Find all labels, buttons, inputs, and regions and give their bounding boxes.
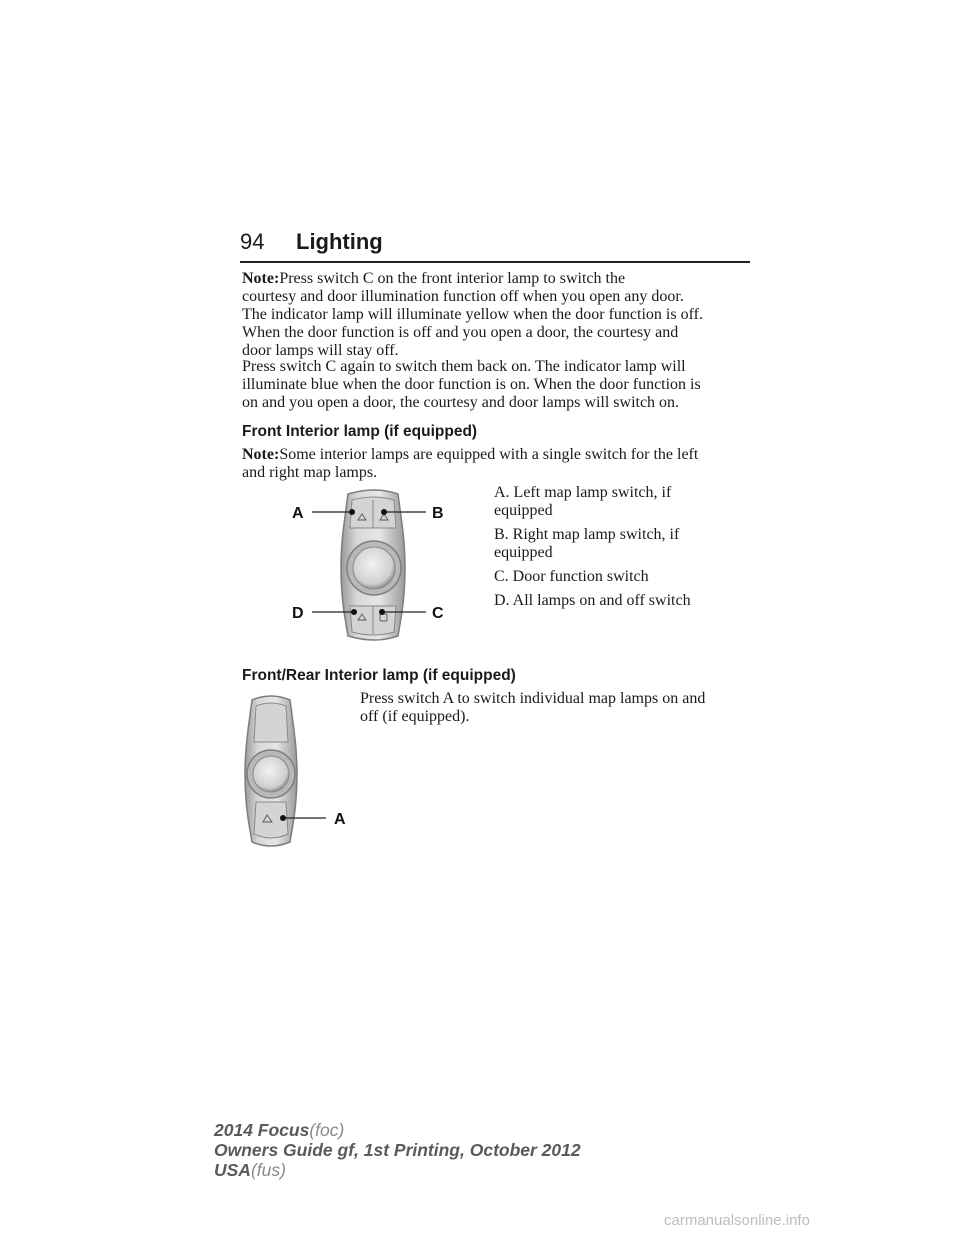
front-rear-lamp-heading: Front/Rear Interior lamp (if equipped) xyxy=(242,667,516,684)
front-interior-lamp-diagram xyxy=(286,488,456,644)
footer-region-code: (fus) xyxy=(250,1160,286,1180)
text-line: courtesy and door illumination function off when you open any door. xyxy=(242,288,684,305)
callout-c: C xyxy=(432,605,444,622)
legend-item-d: D. All lamps on and off switch xyxy=(494,592,691,609)
footer-model: 2014 Focus xyxy=(214,1120,310,1140)
page-number: 94 xyxy=(240,229,265,254)
text-line: on and you open a door, the courtesy and door lamps will switch on. xyxy=(242,394,680,411)
note-paragraph-1 xyxy=(242,270,748,360)
center-lamp-lens xyxy=(253,756,289,792)
text-line: When the door function is off and you open a door, the courtesy and xyxy=(242,324,679,341)
front-lamp-heading: Front Interior lamp (if equipped) xyxy=(242,423,478,440)
legend-item-c: C. Door function switch xyxy=(494,568,649,585)
center-lamp-lens xyxy=(353,547,395,589)
legend-item-b: B. Right map lamp switch, if equipped xyxy=(494,526,680,561)
section-title: Lighting xyxy=(296,229,383,254)
paragraph-2 xyxy=(242,358,748,412)
text-line: Press switch C on the front interior lamp to switch the xyxy=(279,270,626,287)
text-line: Press switch A to switch individual map lamps on and xyxy=(360,690,706,707)
callout-a: A xyxy=(292,505,304,522)
front-rear-interior-lamp-diagram xyxy=(236,694,356,850)
front-lamp-note xyxy=(242,446,748,482)
text-line: door lamps will stay off. xyxy=(242,342,399,359)
callout-d: D xyxy=(292,605,304,622)
text-line: and right map lamps. xyxy=(242,464,378,481)
page-header xyxy=(240,229,750,263)
text-line: illuminate blue when the door function is on. When the door function is xyxy=(242,376,701,393)
front-rear-lamp-text xyxy=(360,690,750,726)
top-lens-panel xyxy=(254,703,288,742)
document-footer xyxy=(214,1120,581,1180)
text-line: Some interior lamps are equipped with a single switch for the left xyxy=(279,446,699,463)
text-line: Press switch C again to switch them back on. The indicator lamp will xyxy=(242,358,686,375)
footer-model-code: (foc) xyxy=(309,1120,345,1140)
note-label: Note: xyxy=(242,270,280,287)
text-line: The indicator lamp will illuminate yellow when the door function is off. xyxy=(242,306,703,323)
watermark: carmanualsonline.info xyxy=(664,1212,810,1229)
front-lamp-legend xyxy=(494,484,754,616)
legend-item-a: A. Left map lamp switch, if equipped xyxy=(494,484,672,519)
note-label: Note: xyxy=(242,446,280,463)
callout-dot xyxy=(280,815,286,821)
callout-a: A xyxy=(334,811,346,828)
footer-printing: Owners Guide gf, 1st Printing, October 2012 xyxy=(214,1140,581,1160)
footer-region: USA xyxy=(214,1160,251,1180)
text-line: off (if equipped). xyxy=(360,708,470,725)
callout-b: B xyxy=(432,505,444,522)
